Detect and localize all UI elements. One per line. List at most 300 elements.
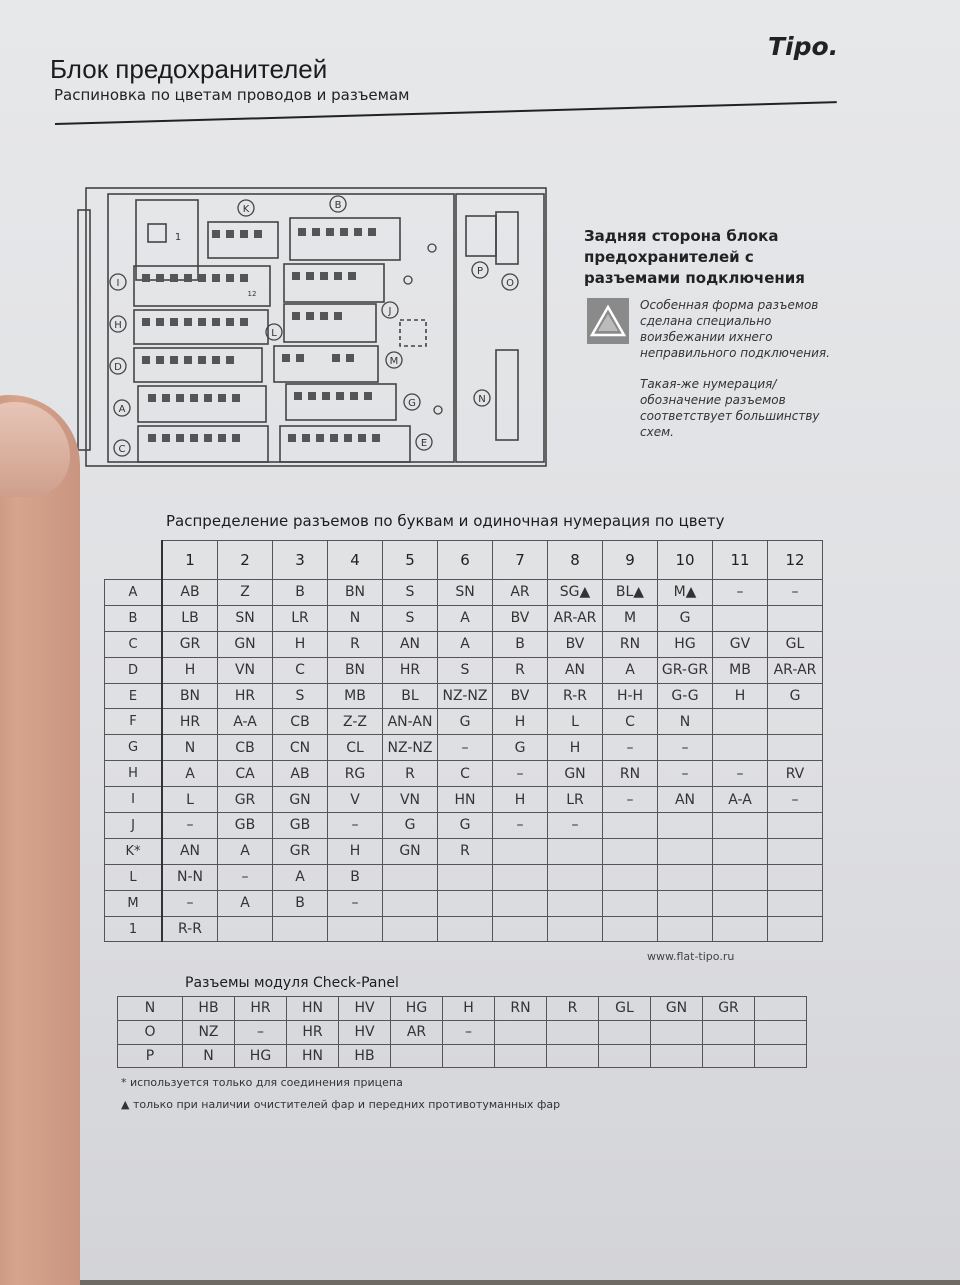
table-cell: H bbox=[713, 683, 768, 709]
table-row bbox=[105, 683, 823, 709]
table-row bbox=[118, 1044, 807, 1068]
table-row bbox=[105, 631, 823, 657]
table-cell: HN bbox=[438, 787, 493, 813]
table-cell: GN bbox=[218, 631, 273, 657]
label-j: J bbox=[388, 306, 392, 317]
table-cell: A bbox=[438, 631, 493, 657]
table-cell: N bbox=[162, 735, 218, 761]
table-cell: S bbox=[383, 605, 438, 631]
table-cell: A-A bbox=[713, 787, 768, 813]
table-cell: R bbox=[383, 761, 438, 787]
table-cell: HR bbox=[383, 657, 438, 683]
table-cell bbox=[603, 838, 658, 864]
table-cell: – bbox=[603, 735, 658, 761]
table-cell: L bbox=[548, 709, 603, 735]
table-cell: R bbox=[547, 997, 599, 1021]
table-cell bbox=[443, 1044, 495, 1068]
warning-box bbox=[587, 298, 629, 344]
table-cell: B bbox=[273, 580, 328, 606]
table-cell: – bbox=[443, 1020, 495, 1044]
label-1: 1 bbox=[174, 232, 182, 243]
table-row bbox=[105, 916, 823, 942]
table-cell bbox=[548, 864, 603, 890]
row-label: A bbox=[105, 580, 163, 606]
table-cell: GR-GR bbox=[658, 657, 713, 683]
label-a: A bbox=[118, 404, 126, 415]
table-cell: N bbox=[328, 605, 383, 631]
column-header: 9 bbox=[603, 541, 658, 580]
column-header: 3 bbox=[273, 541, 328, 580]
table-cell: GR bbox=[162, 631, 218, 657]
table-cell: HR bbox=[162, 709, 218, 735]
column-header: 8 bbox=[548, 541, 603, 580]
table-cell bbox=[658, 813, 713, 839]
table-cell: BN bbox=[162, 683, 218, 709]
page-title: Блок предохранителей bbox=[50, 54, 328, 84]
source-url: www.flat-tipo.ru bbox=[647, 950, 735, 963]
table-cell bbox=[495, 1044, 547, 1068]
connector-o bbox=[496, 212, 518, 264]
column-header: 4 bbox=[328, 541, 383, 580]
column-header: 5 bbox=[383, 541, 438, 580]
column-header: 12 bbox=[768, 541, 823, 580]
table-cell: – bbox=[493, 813, 548, 839]
page-subtitle: Распиновка по цветам проводов и разъемам bbox=[54, 86, 410, 104]
table-cell: A bbox=[218, 838, 273, 864]
table-cell: GR bbox=[703, 997, 755, 1021]
table-cell bbox=[599, 1044, 651, 1068]
table-cell: VN bbox=[383, 787, 438, 813]
label-p: P bbox=[476, 266, 484, 277]
table-cell bbox=[547, 1020, 599, 1044]
table-cell bbox=[651, 1044, 703, 1068]
table-cell bbox=[438, 916, 493, 942]
table-cell: RN bbox=[495, 997, 547, 1021]
table-cell: R-R bbox=[162, 916, 218, 942]
table-cell bbox=[438, 864, 493, 890]
note-numbering: Такая-же нумерация/обозначение разъемов соответствует большинству схем. bbox=[640, 377, 820, 439]
table-cell: – bbox=[713, 761, 768, 787]
connector-h bbox=[134, 310, 268, 344]
table-row bbox=[105, 709, 823, 735]
table-cell: AR-AR bbox=[768, 657, 823, 683]
table-cell: G-G bbox=[658, 683, 713, 709]
row-label: M bbox=[105, 890, 163, 916]
row-label: I bbox=[105, 787, 163, 813]
table-cell bbox=[755, 997, 807, 1021]
table-cell bbox=[755, 1020, 807, 1044]
table-cell: R bbox=[493, 657, 548, 683]
brand-logo: Tipo. bbox=[768, 32, 839, 61]
table-cell: VN bbox=[218, 657, 273, 683]
connector-p bbox=[466, 216, 496, 256]
table-cell: GB bbox=[218, 813, 273, 839]
connector-k bbox=[208, 222, 278, 258]
table-cell bbox=[493, 838, 548, 864]
table-row bbox=[105, 813, 823, 839]
table-cell: GV bbox=[713, 631, 768, 657]
table-cell: H bbox=[548, 735, 603, 761]
table-cell: H-H bbox=[603, 683, 658, 709]
table-row bbox=[105, 761, 823, 787]
table-cell: B bbox=[273, 890, 328, 916]
table-cell: – bbox=[235, 1020, 287, 1044]
table-cell: AB bbox=[273, 761, 328, 787]
check-panel-table bbox=[117, 996, 807, 1068]
table-cell: BV bbox=[493, 683, 548, 709]
label-i: I bbox=[116, 278, 120, 289]
row-label: C bbox=[105, 631, 163, 657]
table-cell: BN bbox=[328, 580, 383, 606]
column-header: 7 bbox=[493, 541, 548, 580]
table-cell: – bbox=[548, 813, 603, 839]
connector-e bbox=[280, 426, 410, 462]
table-cell: R bbox=[438, 838, 493, 864]
table-cell: – bbox=[713, 580, 768, 606]
connector-m bbox=[274, 346, 378, 382]
connector-l bbox=[284, 304, 376, 342]
table-cell: RG bbox=[328, 761, 383, 787]
table-header-row bbox=[105, 541, 823, 580]
table-cell bbox=[713, 735, 768, 761]
table-cell: GN bbox=[651, 997, 703, 1021]
row-label: F bbox=[105, 709, 163, 735]
table-cell: R-R bbox=[548, 683, 603, 709]
table-cell: B bbox=[493, 631, 548, 657]
table-cell bbox=[713, 709, 768, 735]
label-m: M bbox=[389, 356, 399, 367]
table-cell: G bbox=[493, 735, 548, 761]
table-cell: HV bbox=[339, 1020, 391, 1044]
table-cell: HR bbox=[218, 683, 273, 709]
table-cell bbox=[658, 916, 713, 942]
note-connector-shape: Особенная форма разъемов сделана специально воизбежании ихнего неправильного подключения. bbox=[640, 298, 830, 360]
table-cell: CN bbox=[273, 735, 328, 761]
row-label: L bbox=[105, 864, 163, 890]
table-cell: Z-Z bbox=[328, 709, 383, 735]
table-row bbox=[118, 1020, 807, 1044]
table-cell: – bbox=[493, 761, 548, 787]
table-cell: S bbox=[383, 580, 438, 606]
table-cell: NZ-NZ bbox=[438, 683, 493, 709]
table-cell: AR bbox=[391, 1020, 443, 1044]
table-cell: HR bbox=[287, 1020, 339, 1044]
row-label: P bbox=[118, 1044, 183, 1068]
table-cell bbox=[713, 813, 768, 839]
column-header: 2 bbox=[218, 541, 273, 580]
table-row bbox=[105, 864, 823, 890]
table-cell bbox=[658, 838, 713, 864]
table-cell: N-N bbox=[162, 864, 218, 890]
table-cell: M bbox=[603, 605, 658, 631]
table-cell: – bbox=[162, 890, 218, 916]
connector-color-table bbox=[104, 540, 823, 942]
thumb bbox=[0, 395, 80, 1285]
label-n: N bbox=[478, 394, 486, 405]
table-cell: SG▲ bbox=[548, 580, 603, 606]
table-cell bbox=[713, 864, 768, 890]
table-cell: – bbox=[328, 813, 383, 839]
table-cell: A bbox=[218, 890, 273, 916]
table-cell: GR bbox=[218, 787, 273, 813]
table-cell: H bbox=[162, 657, 218, 683]
table-cell bbox=[603, 813, 658, 839]
label-12: 12 bbox=[247, 290, 257, 298]
table-cell: – bbox=[218, 864, 273, 890]
table-cell: A bbox=[273, 864, 328, 890]
table-cell: LR bbox=[273, 605, 328, 631]
main-table-title: Распределение разъемов по буквам и одиночная нумерация по цвету bbox=[166, 512, 725, 530]
table-cell: HN bbox=[287, 997, 339, 1021]
table-cell: – bbox=[438, 735, 493, 761]
column-header: 10 bbox=[658, 541, 713, 580]
table-cell: R bbox=[328, 631, 383, 657]
table-cell: H bbox=[493, 787, 548, 813]
label-d: D bbox=[114, 362, 122, 373]
row-label: O bbox=[118, 1020, 183, 1044]
table-cell: G bbox=[658, 605, 713, 631]
table-cell: HV bbox=[339, 997, 391, 1021]
table-cell: HG bbox=[658, 631, 713, 657]
table-cell bbox=[493, 864, 548, 890]
footnote-trailer: * используется только для соединения прицепа bbox=[121, 1076, 403, 1089]
connector-j bbox=[284, 264, 384, 302]
table-cell: RV bbox=[768, 761, 823, 787]
table-cell: N bbox=[183, 1044, 235, 1068]
table-cell bbox=[603, 916, 658, 942]
table-cell: AN-AN bbox=[383, 709, 438, 735]
table-cell bbox=[603, 890, 658, 916]
table-cell: L bbox=[162, 787, 218, 813]
table-cell: H bbox=[493, 709, 548, 735]
table-cell: BV bbox=[493, 605, 548, 631]
table-cell: LR bbox=[548, 787, 603, 813]
table-cell: – bbox=[768, 580, 823, 606]
warning-triangle-icon bbox=[587, 298, 629, 344]
label-h: H bbox=[114, 320, 122, 331]
table-cell: G bbox=[438, 709, 493, 735]
table-cell: H bbox=[328, 838, 383, 864]
table-row bbox=[105, 605, 823, 631]
table-cell: GL bbox=[768, 631, 823, 657]
table-cell: G bbox=[768, 683, 823, 709]
table-cell: AN bbox=[383, 631, 438, 657]
table-cell: C bbox=[273, 657, 328, 683]
table-cell bbox=[383, 864, 438, 890]
row-label: 1 bbox=[105, 916, 163, 942]
table-cell: HG bbox=[391, 997, 443, 1021]
check-panel-body bbox=[118, 997, 807, 1068]
table-cell: A bbox=[438, 605, 493, 631]
table-cell: AN bbox=[162, 838, 218, 864]
table-cell: H bbox=[443, 997, 495, 1021]
table-cell: SN bbox=[218, 605, 273, 631]
table-cell: RN bbox=[603, 761, 658, 787]
table-cell: GR bbox=[273, 838, 328, 864]
table-cell: BL bbox=[383, 683, 438, 709]
connector-b bbox=[290, 218, 400, 260]
row-label: G bbox=[105, 735, 163, 761]
row-label: H bbox=[105, 761, 163, 787]
column-header: 6 bbox=[438, 541, 493, 580]
table-cell: HN bbox=[287, 1044, 339, 1068]
table-cell: Z bbox=[218, 580, 273, 606]
table-cell bbox=[768, 605, 823, 631]
table-cell: BL▲ bbox=[603, 580, 658, 606]
fuse-box-diagram bbox=[72, 170, 562, 490]
table-cell bbox=[438, 890, 493, 916]
table-cell bbox=[768, 864, 823, 890]
column-header: 11 bbox=[713, 541, 768, 580]
table-cell: HB bbox=[183, 997, 235, 1021]
table-cell bbox=[548, 890, 603, 916]
table-cell: AN bbox=[658, 787, 713, 813]
table-cell: CB bbox=[218, 735, 273, 761]
table-cell: H bbox=[273, 631, 328, 657]
table-body bbox=[105, 580, 823, 942]
table-cell bbox=[768, 735, 823, 761]
row-label: N bbox=[118, 997, 183, 1021]
table-cell bbox=[703, 1044, 755, 1068]
row-label: E bbox=[105, 683, 163, 709]
table-cell: A bbox=[603, 657, 658, 683]
table-cell: NZ-NZ bbox=[383, 735, 438, 761]
table-row bbox=[105, 838, 823, 864]
label-k: K bbox=[242, 204, 250, 215]
table-cell bbox=[703, 1020, 755, 1044]
table-cell: GB bbox=[273, 813, 328, 839]
table-cell bbox=[273, 916, 328, 942]
table-cell bbox=[548, 838, 603, 864]
table-cell bbox=[383, 916, 438, 942]
table-cell: G bbox=[383, 813, 438, 839]
table-cell bbox=[328, 916, 383, 942]
table-row bbox=[118, 997, 807, 1021]
table-cell bbox=[218, 916, 273, 942]
table-cell: G bbox=[438, 813, 493, 839]
table-cell: C bbox=[603, 709, 658, 735]
table-cell: C bbox=[438, 761, 493, 787]
table-cell: N bbox=[658, 709, 713, 735]
table-cell: GN bbox=[383, 838, 438, 864]
connector-d bbox=[134, 348, 262, 382]
table-cell bbox=[599, 1020, 651, 1044]
table-cell: – bbox=[658, 761, 713, 787]
table-cell: – bbox=[162, 813, 218, 839]
row-label: K* bbox=[105, 838, 163, 864]
table-cell: V bbox=[328, 787, 383, 813]
footnote-headlamp: ▲ только при наличии очистителей фар и передних противотуманных фар bbox=[121, 1098, 561, 1111]
table-cell: – bbox=[658, 735, 713, 761]
table-cell: AN bbox=[548, 657, 603, 683]
check-panel-title: Разъемы модуля Check-Panel bbox=[185, 975, 399, 991]
table-cell bbox=[658, 864, 713, 890]
table-cell: AB bbox=[162, 580, 218, 606]
table-cell bbox=[548, 916, 603, 942]
table-cell bbox=[493, 916, 548, 942]
connector-i bbox=[134, 266, 270, 306]
table-cell: – bbox=[603, 787, 658, 813]
table-cell bbox=[768, 813, 823, 839]
table-cell bbox=[713, 890, 768, 916]
table-cell: SN bbox=[438, 580, 493, 606]
table-cell: – bbox=[328, 890, 383, 916]
table-row bbox=[105, 657, 823, 683]
table-row bbox=[105, 580, 823, 606]
table-cell: CA bbox=[218, 761, 273, 787]
label-g: G bbox=[408, 398, 416, 409]
diagram-caption: Задняя сторона блока предохранителей с разъемами подключения bbox=[584, 227, 805, 287]
table-cell: GN bbox=[548, 761, 603, 787]
table-cell bbox=[495, 1020, 547, 1044]
table-cell bbox=[755, 1044, 807, 1068]
connector-n bbox=[496, 350, 518, 440]
table-cell: A-A bbox=[218, 709, 273, 735]
table-cell: S bbox=[273, 683, 328, 709]
table-cell: MB bbox=[713, 657, 768, 683]
connector-c bbox=[138, 426, 268, 462]
table-cell: B bbox=[328, 864, 383, 890]
table-cell: RN bbox=[603, 631, 658, 657]
table-cell: NZ bbox=[183, 1020, 235, 1044]
table-cell bbox=[768, 709, 823, 735]
table-cell bbox=[651, 1020, 703, 1044]
table-cell bbox=[768, 890, 823, 916]
table-cell bbox=[713, 916, 768, 942]
table-cell: M▲ bbox=[658, 580, 713, 606]
table-row bbox=[105, 787, 823, 813]
table-cell bbox=[383, 890, 438, 916]
table-cell: CB bbox=[273, 709, 328, 735]
table-cell: BV bbox=[548, 631, 603, 657]
table-cell: GN bbox=[273, 787, 328, 813]
table-row bbox=[105, 890, 823, 916]
table-cell bbox=[768, 838, 823, 864]
label-b: B bbox=[334, 200, 342, 211]
column-header: 1 bbox=[162, 541, 218, 580]
table-cell bbox=[391, 1044, 443, 1068]
table-cell: AR-AR bbox=[548, 605, 603, 631]
table-cell: AR bbox=[493, 580, 548, 606]
label-o: O bbox=[506, 278, 514, 289]
label-c: C bbox=[118, 444, 126, 455]
table-cell: MB bbox=[328, 683, 383, 709]
connector-a bbox=[138, 386, 266, 422]
table-cell bbox=[768, 916, 823, 942]
table-cell: HR bbox=[235, 997, 287, 1021]
table-cell: LB bbox=[162, 605, 218, 631]
table-cell: S bbox=[438, 657, 493, 683]
table-cell: A bbox=[162, 761, 218, 787]
table-cell: HB bbox=[339, 1044, 391, 1068]
table-cell: BN bbox=[328, 657, 383, 683]
table-cell: CL bbox=[328, 735, 383, 761]
table-cell: GL bbox=[599, 997, 651, 1021]
connector-g bbox=[286, 384, 396, 420]
table-cell bbox=[658, 890, 713, 916]
table-cell bbox=[547, 1044, 599, 1068]
label-e: E bbox=[420, 438, 428, 449]
table-cell bbox=[713, 605, 768, 631]
table-cell: – bbox=[768, 787, 823, 813]
row-label: B bbox=[105, 605, 163, 631]
table-cell bbox=[713, 838, 768, 864]
row-label: D bbox=[105, 657, 163, 683]
label-l: L bbox=[271, 328, 277, 339]
table-cell bbox=[603, 864, 658, 890]
table-cell bbox=[493, 890, 548, 916]
row-label: J bbox=[105, 813, 163, 839]
